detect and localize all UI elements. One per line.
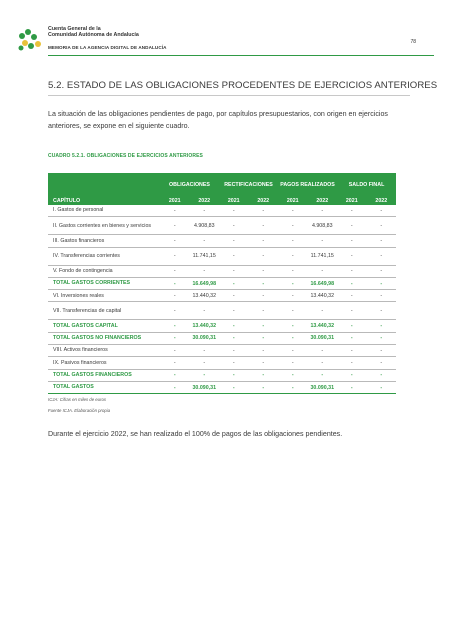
closing-paragraph: Durante el ejercicio 2022, se han realizado el 100% de pagos de las obligaciones pendientes. xyxy=(48,430,343,438)
header-year: 2021 xyxy=(219,196,249,205)
row-value: - xyxy=(308,357,338,369)
row-value: - xyxy=(278,345,308,357)
row-label: IX. Pasivos financieros xyxy=(48,357,160,369)
row-value: - xyxy=(337,357,367,369)
row-value: - xyxy=(160,345,190,357)
row-value: - xyxy=(337,290,367,302)
obligations-table xyxy=(48,173,396,394)
row-value: - xyxy=(367,369,397,381)
row-value: - xyxy=(278,320,308,332)
table-total-row xyxy=(48,381,396,393)
row-value: - xyxy=(219,205,249,217)
row-value: - xyxy=(219,332,249,344)
row-value: - xyxy=(337,369,367,381)
row-value: - xyxy=(249,332,279,344)
table-row xyxy=(48,247,396,265)
row-value: 30.090,31 xyxy=(190,332,220,344)
row-value: - xyxy=(160,332,190,344)
row-value: - xyxy=(278,302,308,320)
row-value: - xyxy=(219,290,249,302)
org-name-line2: Comunidad Autónoma de Andalucía xyxy=(48,32,139,39)
row-label: I. Gastos de personal xyxy=(48,205,160,217)
row-value: - xyxy=(367,277,397,289)
row-value: 30.090,31 xyxy=(308,381,338,393)
row-value: - xyxy=(249,302,279,320)
org-name-line1: Cuenta General de la xyxy=(48,26,101,32)
row-value: - xyxy=(337,320,367,332)
row-value: - xyxy=(190,369,220,381)
row-label: VII. Transferencias de capital xyxy=(48,302,160,320)
table-total-row xyxy=(48,332,396,344)
row-value: - xyxy=(160,302,190,320)
row-value: - xyxy=(160,320,190,332)
row-value: - xyxy=(190,265,220,277)
table-row xyxy=(48,235,396,247)
row-label: VIII. Activos financieros xyxy=(48,345,160,357)
row-value: - xyxy=(160,381,190,393)
row-value: - xyxy=(249,345,279,357)
row-label: III. Gastos financieros xyxy=(48,235,160,247)
row-value: - xyxy=(337,332,367,344)
row-value: - xyxy=(367,345,397,357)
table-row xyxy=(48,357,396,369)
row-value: - xyxy=(367,357,397,369)
row-value: - xyxy=(337,302,367,320)
row-value: - xyxy=(219,357,249,369)
row-value: - xyxy=(160,357,190,369)
header-year: 2022 xyxy=(367,196,397,205)
row-value: - xyxy=(278,357,308,369)
row-value: - xyxy=(160,277,190,289)
table-body xyxy=(48,205,396,394)
table-total-row xyxy=(48,320,396,332)
row-value: - xyxy=(337,345,367,357)
row-label: TOTAL GASTOS xyxy=(48,381,160,393)
row-label: TOTAL GASTOS CORRIENTES xyxy=(48,277,160,289)
row-value: - xyxy=(367,290,397,302)
row-value: - xyxy=(249,320,279,332)
row-value: - xyxy=(337,277,367,289)
row-value: - xyxy=(337,205,367,217)
agency-name: MEMORIA DE LA AGENCIA DIGITAL DE ANDALUCÍA xyxy=(48,45,167,50)
row-value: - xyxy=(367,235,397,247)
source-note: Fuente ICJA. Elaboración propia xyxy=(48,408,111,413)
row-value: - xyxy=(367,381,397,393)
row-value: 4.908,83 xyxy=(308,217,338,235)
table-row xyxy=(48,265,396,277)
row-value: - xyxy=(367,247,397,265)
page-number: 78 xyxy=(410,39,416,45)
row-label: IV. Transferencias corrientes xyxy=(48,247,160,265)
row-value: - xyxy=(219,247,249,265)
row-value: - xyxy=(308,235,338,247)
header-capitulo: CAPÍTULO xyxy=(48,196,160,205)
row-value: - xyxy=(278,247,308,265)
table-header-groups xyxy=(48,173,396,196)
row-value: - xyxy=(160,265,190,277)
row-value: - xyxy=(308,345,338,357)
row-value: 4.908,83 xyxy=(190,217,220,235)
row-label: VI. Inversiones reales xyxy=(48,290,160,302)
row-value: - xyxy=(249,381,279,393)
row-value: 11.741,15 xyxy=(190,247,220,265)
units-note: ICJA: Cifras en miles de euros xyxy=(48,397,107,402)
header-year: 2022 xyxy=(249,196,279,205)
row-value: - xyxy=(337,381,367,393)
header-year: 2021 xyxy=(160,196,190,205)
section-divider xyxy=(48,95,410,96)
row-value: - xyxy=(190,302,220,320)
row-value: - xyxy=(219,320,249,332)
row-value: 30.090,31 xyxy=(308,332,338,344)
row-value: - xyxy=(367,205,397,217)
row-value: - xyxy=(367,265,397,277)
row-value: 11.741,15 xyxy=(308,247,338,265)
row-value: - xyxy=(278,290,308,302)
row-label: TOTAL GASTOS NO FINANCIEROS xyxy=(48,332,160,344)
row-value: - xyxy=(367,320,397,332)
row-value: - xyxy=(190,235,220,247)
row-value: 16.649,98 xyxy=(190,277,220,289)
row-value: - xyxy=(337,235,367,247)
row-value: - xyxy=(249,265,279,277)
header-year: 2022 xyxy=(190,196,220,205)
row-value: - xyxy=(219,381,249,393)
row-value: - xyxy=(308,302,338,320)
row-value: - xyxy=(219,302,249,320)
row-value: 13.440,32 xyxy=(308,320,338,332)
row-value: - xyxy=(249,357,279,369)
row-label: TOTAL GASTOS CAPITAL xyxy=(48,320,160,332)
row-value: - xyxy=(219,277,249,289)
row-value: - xyxy=(337,247,367,265)
junta-andalucia-logo-icon xyxy=(18,28,44,52)
intro-paragraph: La situación de las obligaciones pendientes de pago, por capítulos presupuestarios, con origen en ejercicios anteriores, se expone en el siguiente cuadro. xyxy=(48,110,388,130)
row-value: - xyxy=(190,205,220,217)
row-value: 30.090,31 xyxy=(190,381,220,393)
row-value: - xyxy=(190,345,220,357)
row-value: 13.440,32 xyxy=(308,290,338,302)
header-year: 2021 xyxy=(278,196,308,205)
header-empty-cell xyxy=(48,173,160,196)
row-value: - xyxy=(308,265,338,277)
row-value: - xyxy=(160,247,190,265)
row-value: 16.649,98 xyxy=(308,277,338,289)
row-value: - xyxy=(308,205,338,217)
row-value: - xyxy=(160,205,190,217)
table-total-row xyxy=(48,277,396,289)
row-value: - xyxy=(278,332,308,344)
row-value: - xyxy=(249,217,279,235)
row-value: - xyxy=(278,381,308,393)
row-value: - xyxy=(367,302,397,320)
row-value: - xyxy=(337,265,367,277)
row-value: - xyxy=(278,369,308,381)
row-value: - xyxy=(219,217,249,235)
row-value: - xyxy=(249,247,279,265)
org-name xyxy=(48,26,139,39)
row-value: - xyxy=(278,235,308,247)
row-value: - xyxy=(278,277,308,289)
row-value: - xyxy=(160,217,190,235)
row-label: TOTAL GASTOS FINANCIEROS xyxy=(48,369,160,381)
row-value: - xyxy=(337,217,367,235)
table-row xyxy=(48,345,396,357)
row-value: - xyxy=(190,357,220,369)
table-row xyxy=(48,217,396,235)
section-title: 5.2. ESTADO DE LAS OBLIGACIONES PROCEDENTES DE EJERCICIOS ANTERIORES xyxy=(48,80,438,91)
row-value: - xyxy=(367,217,397,235)
header-year: 2022 xyxy=(308,196,338,205)
table-total-row xyxy=(48,369,396,381)
row-value: - xyxy=(278,205,308,217)
row-value: - xyxy=(219,265,249,277)
row-value: - xyxy=(160,290,190,302)
header-pagos-realizados: PAGOS REALIZADOS xyxy=(278,173,337,196)
table-row xyxy=(48,205,396,217)
row-value: - xyxy=(308,369,338,381)
row-label: II. Gastos corrientes en bienes y servicios xyxy=(48,217,160,235)
row-value: - xyxy=(219,369,249,381)
header-divider xyxy=(48,55,434,56)
row-value: - xyxy=(160,369,190,381)
row-value: - xyxy=(160,235,190,247)
table-row xyxy=(48,290,396,302)
row-value: - xyxy=(278,217,308,235)
row-value: - xyxy=(249,290,279,302)
table-caption: CUADRO 5.2.1. OBLIGACIONES DE EJERCICIOS ANTERIORES xyxy=(48,153,203,159)
row-value: - xyxy=(367,332,397,344)
row-value: - xyxy=(219,345,249,357)
header-year: 2021 xyxy=(337,196,367,205)
row-value: 13.440,32 xyxy=(190,290,220,302)
row-value: - xyxy=(249,369,279,381)
row-value: - xyxy=(278,265,308,277)
row-value: 13.440,32 xyxy=(190,320,220,332)
header-rectificaciones: RECTIFICACIONES xyxy=(219,173,278,196)
table-row xyxy=(48,302,396,320)
table-header-years xyxy=(48,196,396,205)
header-obligaciones: OBLIGACIONES xyxy=(160,173,219,196)
row-value: - xyxy=(249,205,279,217)
row-value: - xyxy=(249,235,279,247)
row-value: - xyxy=(219,235,249,247)
row-label: V. Fondo de contingencia xyxy=(48,265,160,277)
row-value: - xyxy=(249,277,279,289)
header-saldo-final: SALDO FINAL xyxy=(337,173,396,196)
